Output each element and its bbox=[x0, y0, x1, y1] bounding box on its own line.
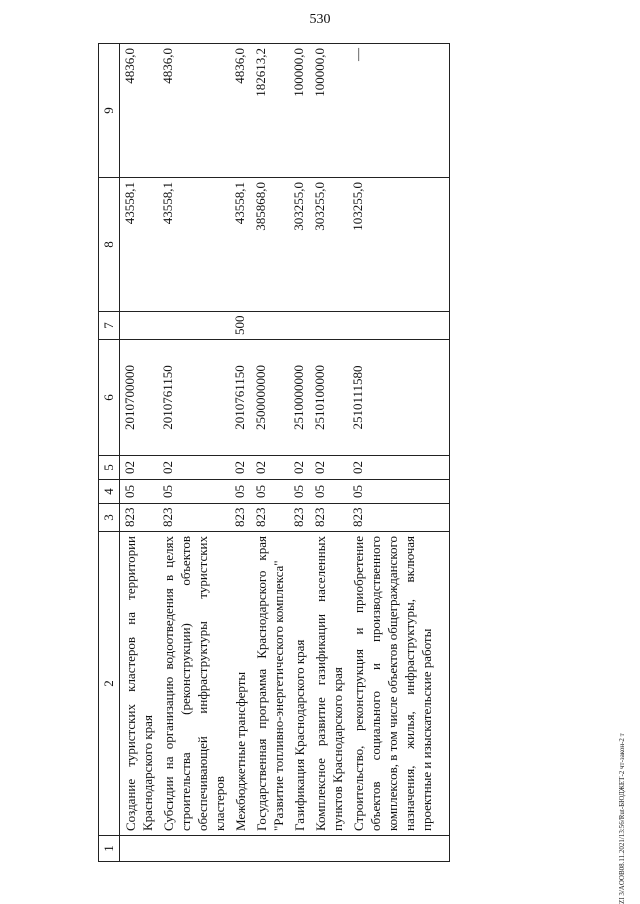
row-grbs: 823 bbox=[230, 504, 251, 532]
row-pr: 02 bbox=[230, 456, 251, 480]
row-sum-1: 385868,0 bbox=[251, 178, 289, 312]
row-sum-1: 103255,0 bbox=[348, 178, 450, 312]
row-vr bbox=[289, 312, 310, 340]
column-header: 2 bbox=[99, 532, 120, 836]
row-blank-cell bbox=[348, 836, 450, 862]
row-grbs: 823 bbox=[120, 504, 159, 532]
row-pr: 02 bbox=[310, 456, 348, 480]
column-header: 1 bbox=[99, 836, 120, 862]
row-rz: 05 bbox=[158, 480, 230, 504]
row-csr: 2510000000 bbox=[289, 340, 310, 456]
row-pr: 02 bbox=[120, 456, 159, 480]
page-number: 530 bbox=[309, 12, 331, 27]
column-header: 4 bbox=[99, 480, 120, 504]
row-rz: 05 bbox=[120, 480, 159, 504]
row-blank-cell bbox=[251, 836, 289, 862]
column-header: 9 bbox=[99, 44, 120, 178]
row-blank-cell bbox=[230, 836, 251, 862]
table-row bbox=[158, 44, 230, 862]
row-name: Газификация Краснодарского края bbox=[289, 532, 310, 836]
row-pr: 02 bbox=[289, 456, 310, 480]
row-sum-2: 182613,2 bbox=[251, 44, 289, 178]
row-sum-1: 303255,0 bbox=[289, 178, 310, 312]
row-sum-1: 43558,1 bbox=[230, 178, 251, 312]
row-csr: 2510100000 bbox=[310, 340, 348, 456]
row-vr bbox=[251, 312, 289, 340]
row-name: Межбюджетные трансферты bbox=[230, 532, 251, 836]
row-sum-2: 100000,0 bbox=[289, 44, 310, 178]
rotated-table-container bbox=[98, 44, 596, 862]
row-rz: 05 bbox=[251, 480, 289, 504]
column-header: 7 bbox=[99, 312, 120, 340]
row-csr: 2510111580 bbox=[348, 340, 450, 456]
row-rz: 05 bbox=[348, 480, 450, 504]
row-vr bbox=[158, 312, 230, 340]
table-row bbox=[289, 44, 310, 862]
row-grbs: 823 bbox=[310, 504, 348, 532]
row-sum-2: 4836,0 bbox=[120, 44, 159, 178]
row-vr: 500 bbox=[230, 312, 251, 340]
row-name: Строительство, реконструкция и приобретение объектов социального и производственного комплексов, в том числе объектов общегражданского назначения, жилья, инфраструктуры, включая проектные и изыскательские работы bbox=[348, 532, 450, 836]
row-rz: 05 bbox=[310, 480, 348, 504]
row-csr: 2010761150 bbox=[230, 340, 251, 456]
row-blank-cell bbox=[158, 836, 230, 862]
row-sum-1: 43558,1 bbox=[120, 178, 159, 312]
table-row bbox=[348, 44, 450, 862]
row-sum-2: 4836,0 bbox=[230, 44, 251, 178]
row-csr: 2010700000 bbox=[120, 340, 159, 456]
column-header: 6 bbox=[99, 340, 120, 456]
row-vr bbox=[310, 312, 348, 340]
row-blank-cell bbox=[289, 836, 310, 862]
column-header: 3 bbox=[99, 504, 120, 532]
table-row bbox=[120, 44, 159, 862]
table-row bbox=[230, 44, 251, 862]
row-grbs: 823 bbox=[289, 504, 310, 532]
row-name: Субсидии на организацию водоотведения в целях строительства (реконструкции) объектов обеспечивающей инфраструктуры туристских кластеров bbox=[158, 532, 230, 836]
budget-table bbox=[98, 43, 450, 862]
row-sum-2: — bbox=[348, 44, 450, 178]
row-rz: 05 bbox=[289, 480, 310, 504]
row-vr bbox=[120, 312, 159, 340]
table-row bbox=[251, 44, 289, 862]
table-row bbox=[310, 44, 348, 862]
row-csr: 2010761150 bbox=[158, 340, 230, 456]
row-name: Государственная программа Краснодарского края "Развитие топливно-энергетического комплекса" bbox=[251, 532, 289, 836]
row-blank-cell bbox=[120, 836, 159, 862]
footer-stamp: ZI 3/AOOB08.11.2021/13:56/Rut-БЮДЖЕТ-2 чт-закон-2 т bbox=[618, 733, 626, 904]
column-number-row bbox=[99, 44, 120, 862]
row-sum-2: 100000,0 bbox=[310, 44, 348, 178]
row-name: Создание туристских кластеров на территории Краснодарского края bbox=[120, 532, 159, 836]
row-pr: 02 bbox=[348, 456, 450, 480]
row-sum-1: 43558,1 bbox=[158, 178, 230, 312]
column-header: 5 bbox=[99, 456, 120, 480]
row-pr: 02 bbox=[158, 456, 230, 480]
row-pr: 02 bbox=[251, 456, 289, 480]
row-name: Комплексное развитие газификации населенных пунктов Краснодарского края bbox=[310, 532, 348, 836]
column-header: 8 bbox=[99, 178, 120, 312]
row-grbs: 823 bbox=[348, 504, 450, 532]
row-csr: 2500000000 bbox=[251, 340, 289, 456]
row-blank-cell bbox=[310, 836, 348, 862]
row-sum-2: 4836,0 bbox=[158, 44, 230, 178]
row-rz: 05 bbox=[230, 480, 251, 504]
row-sum-1: 303255,0 bbox=[310, 178, 348, 312]
row-grbs: 823 bbox=[158, 504, 230, 532]
row-grbs: 823 bbox=[251, 504, 289, 532]
row-vr bbox=[348, 312, 450, 340]
